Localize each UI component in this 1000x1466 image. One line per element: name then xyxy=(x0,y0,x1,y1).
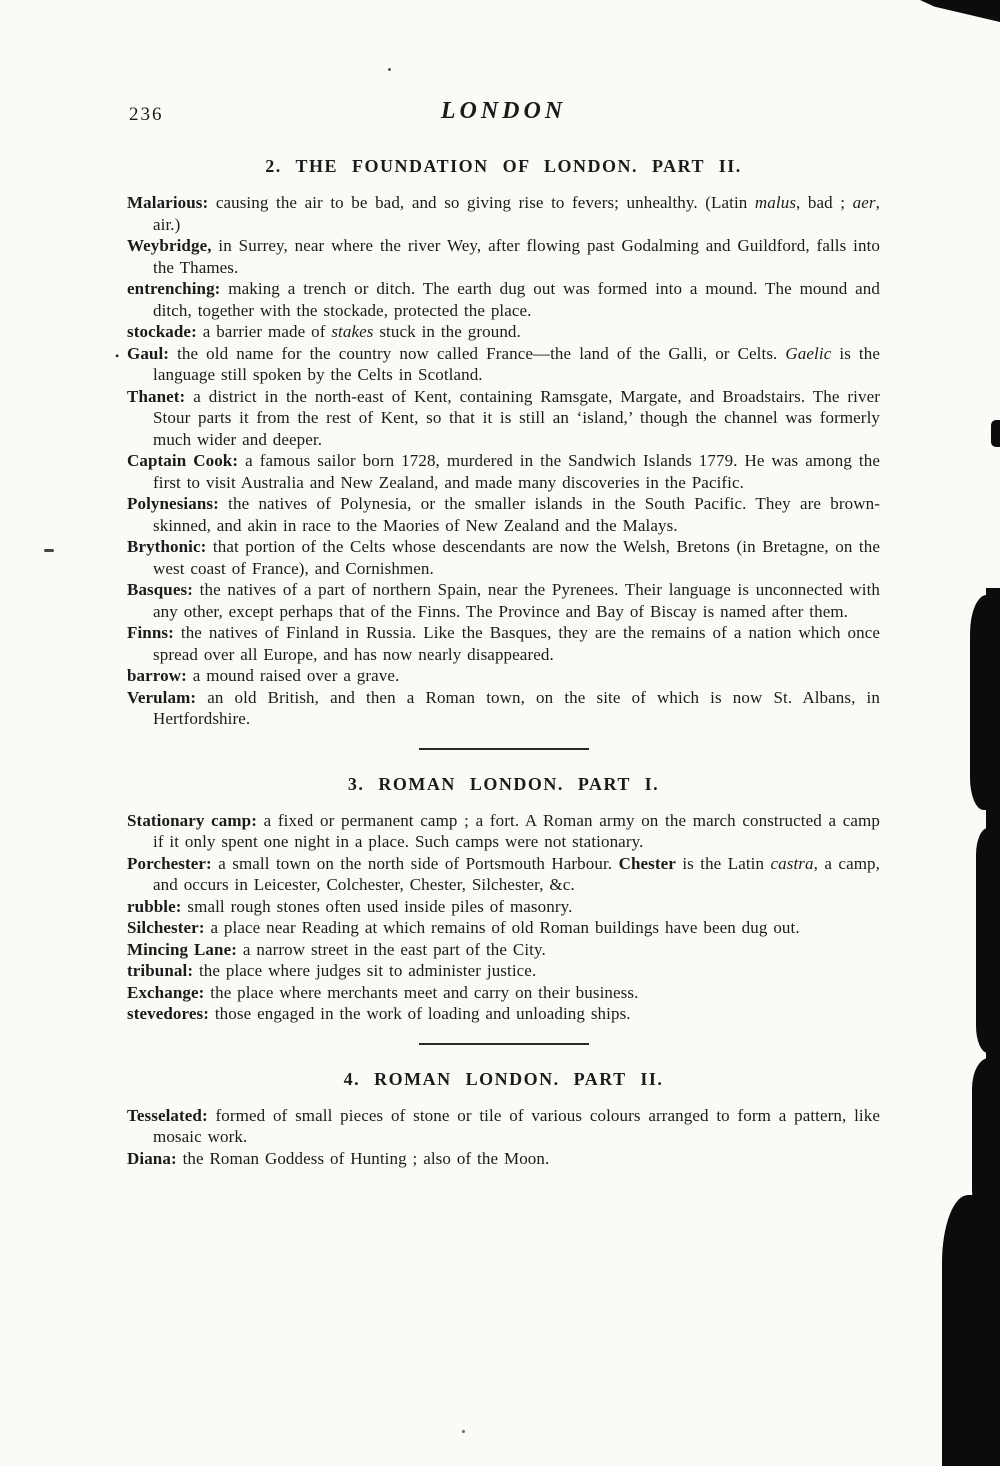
entry-text: the natives of a part of northern Spain, near the Pyrenees. Their language is unconnected with any other, except perhaps that of the Finns. The Province and Bay of Biscay is named after them. xyxy=(153,580,880,621)
entry-term: stockade: xyxy=(127,322,197,341)
sections-container xyxy=(115,154,880,1169)
scan-speck xyxy=(462,1430,465,1433)
glossary-entry xyxy=(127,321,880,343)
entry-text: small rough stones often used inside piles of masonry. xyxy=(187,896,573,916)
entry-text: stakes xyxy=(331,322,374,341)
entry-text: the old name for the country now called France—the land of the Galli, or Celts. xyxy=(177,343,786,363)
glossary-entry xyxy=(127,536,880,579)
glossary-entry xyxy=(127,493,880,536)
glossary-entry xyxy=(127,278,880,321)
entry-term: rubble: xyxy=(127,896,182,916)
entry-text: a fixed or permanent camp ; a fort. A Roman army on the march constructed a camp if it only spent one night in a place. Such camps were not stationary. xyxy=(153,810,880,851)
entry-text: a small town on the north side of Portsmouth Harbour. xyxy=(218,853,619,873)
scan-mark: • xyxy=(115,348,120,363)
entry-term: Thanet: xyxy=(127,386,186,406)
glossary-entry xyxy=(127,939,880,961)
page-number: 236 xyxy=(129,104,164,125)
entry-text: making a trench or ditch. The earth dug out was formed into a mound. The mound and ditch, together with the stockade, protected the place. xyxy=(153,279,880,320)
entry-text: those engaged in the work of loading and unloading ships. xyxy=(214,1004,631,1023)
glossary-entry xyxy=(127,235,880,278)
entry-text: the place where merchants meet and carry on their business. xyxy=(210,982,639,1002)
entry-term: Tesselated: xyxy=(127,1105,208,1125)
section-heading: 2. THE FOUNDATION OF LONDON. PART II. xyxy=(265,156,742,176)
entry-term: Mincing Lane: xyxy=(127,939,237,959)
glossary-entry xyxy=(127,982,880,1004)
scan-artifact-top-right xyxy=(920,0,1000,22)
entry-term: Brythonic: xyxy=(127,537,207,556)
entry-text: , a camp, and occurs in Leicester, Colchester, Chester, Silchester, &c. xyxy=(153,853,880,894)
entry-term: Basques: xyxy=(127,580,193,599)
entry-text: a district in the north-east of Kent, containing Ramsgate, Margate, and Broadstairs. The river Stour parts it from the rest of Kent, so that it is still an ‘island,’ though the channel was formerly much wider and deeper. xyxy=(153,386,880,449)
entry-text: Chester xyxy=(618,853,676,873)
entry-term: Captain Cook: xyxy=(127,451,239,470)
entry-text: Gaelic xyxy=(785,343,832,363)
entry-term: stevedores: xyxy=(127,1004,209,1023)
glossary-entry xyxy=(127,1003,880,1025)
glossary-entry xyxy=(115,343,880,386)
glossary-entry xyxy=(127,810,880,853)
section-divider xyxy=(419,1043,589,1045)
entry-term: entrenching: xyxy=(127,279,221,298)
entry-text: aer xyxy=(852,193,876,212)
entry-term: Finns: xyxy=(127,623,174,642)
entry-text: is the language still spoken by the Celts in Scotland. xyxy=(153,343,880,384)
scan-artifact-right-tick xyxy=(991,420,1000,447)
glossary-entry xyxy=(127,960,880,982)
glossary-entry xyxy=(127,687,880,730)
entry-text: a narrow street in the east part of the City. xyxy=(242,939,546,959)
entry-text: , air.) xyxy=(153,193,880,234)
entry-text: malus xyxy=(754,193,797,212)
page-header xyxy=(127,98,880,134)
entry-text: is the Latin xyxy=(675,853,771,873)
entry-term: Polynesians: xyxy=(127,494,219,513)
entry-text: stuck in the ground. xyxy=(373,322,521,341)
entry-text: a famous sailor born 1728, murdered in the Sandwich Islands 1779. He was among the first to visit Australia and New Zealand, and made many discoveries in the Pacific. xyxy=(153,451,880,492)
entry-term: Exchange: xyxy=(127,982,205,1002)
glossary-entry xyxy=(127,853,880,896)
entry-term: Malarious: xyxy=(127,193,209,212)
entry-text: the natives of Polynesia, or the smaller islands in the South Pacific. They are brown-skinned, and akin in race to the Maories of New Zealand and the Malays. xyxy=(153,494,880,535)
scan-speck xyxy=(44,549,54,552)
glossary-entry xyxy=(127,917,880,939)
entry-term: Silchester: xyxy=(127,918,205,937)
scan-artifact-right-blob xyxy=(976,828,1000,1053)
section-divider xyxy=(419,748,589,750)
entry-text: the place where judges sit to administer justice. xyxy=(198,961,537,980)
entry-term: Gaul: xyxy=(127,343,170,363)
entry-term: tribunal: xyxy=(127,961,194,980)
entry-text: the Roman Goddess of Hunting ; also of the Moon. xyxy=(182,1148,550,1168)
entry-term: Diana: xyxy=(127,1148,177,1168)
entry-text: the natives of Finland in Russia. Like the Basques, they are the remains of a nation which once spread over all Europe, and has now nearly disappeared. xyxy=(153,623,880,664)
entry-text: a place near Reading at which remains of old Roman buildings have been dug out. xyxy=(210,918,800,937)
glossary-entry xyxy=(127,1148,880,1170)
glossary-entry xyxy=(127,1105,880,1148)
entry-text: a barrier made of xyxy=(202,322,332,341)
scan-speck xyxy=(388,68,391,71)
entry-term: barrow: xyxy=(127,666,187,685)
entry-text: in Surrey, near where the river Wey, after flowing past Godalming and Guildford, falls into the Thames. xyxy=(153,236,880,277)
entry-text: an old British, and then a Roman town, on the site of which is now St. Albans, in Hertfordshire. xyxy=(153,687,880,728)
entry-text: causing the air to be bad, and so giving rise to fevers; unhealthy. (Latin xyxy=(215,193,755,212)
glossary-entry xyxy=(127,192,880,235)
entry-term: Weybridge, xyxy=(127,236,212,255)
scan-artifact-bottom-right-blob xyxy=(942,1195,1000,1466)
entry-text: a mound raised over a grave. xyxy=(192,666,400,685)
section-heading: 4. ROMAN LONDON. PART II. xyxy=(343,1068,664,1089)
glossary-entry xyxy=(127,386,880,451)
section-heading: 3. ROMAN LONDON. PART I. xyxy=(347,773,660,794)
glossary-entry xyxy=(127,450,880,493)
scan-artifact-right-blob xyxy=(970,595,1000,810)
running-head: LONDON xyxy=(440,98,567,124)
entry-term: Verulam: xyxy=(127,687,197,707)
entry-text: , bad ; xyxy=(796,193,853,212)
scan-artifact-right-blob xyxy=(972,1058,1000,1213)
entry-term: Porchester: xyxy=(127,853,212,873)
glossary-entry xyxy=(127,896,880,918)
entry-text: formed of small pieces of stone or tile of various colours arranged to form a pattern, like mosaic work. xyxy=(153,1105,880,1146)
glossary-entry xyxy=(127,665,880,687)
glossary-entry xyxy=(127,622,880,665)
entry-term: Stationary camp: xyxy=(127,810,257,830)
entry-text: that portion of the Celts whose descendants are now the Welsh, Bretons (in Bretagne, on the west coast of France), and Cornishmen. xyxy=(153,537,880,578)
entry-text: castra xyxy=(770,853,814,873)
glossary-entry xyxy=(127,579,880,622)
